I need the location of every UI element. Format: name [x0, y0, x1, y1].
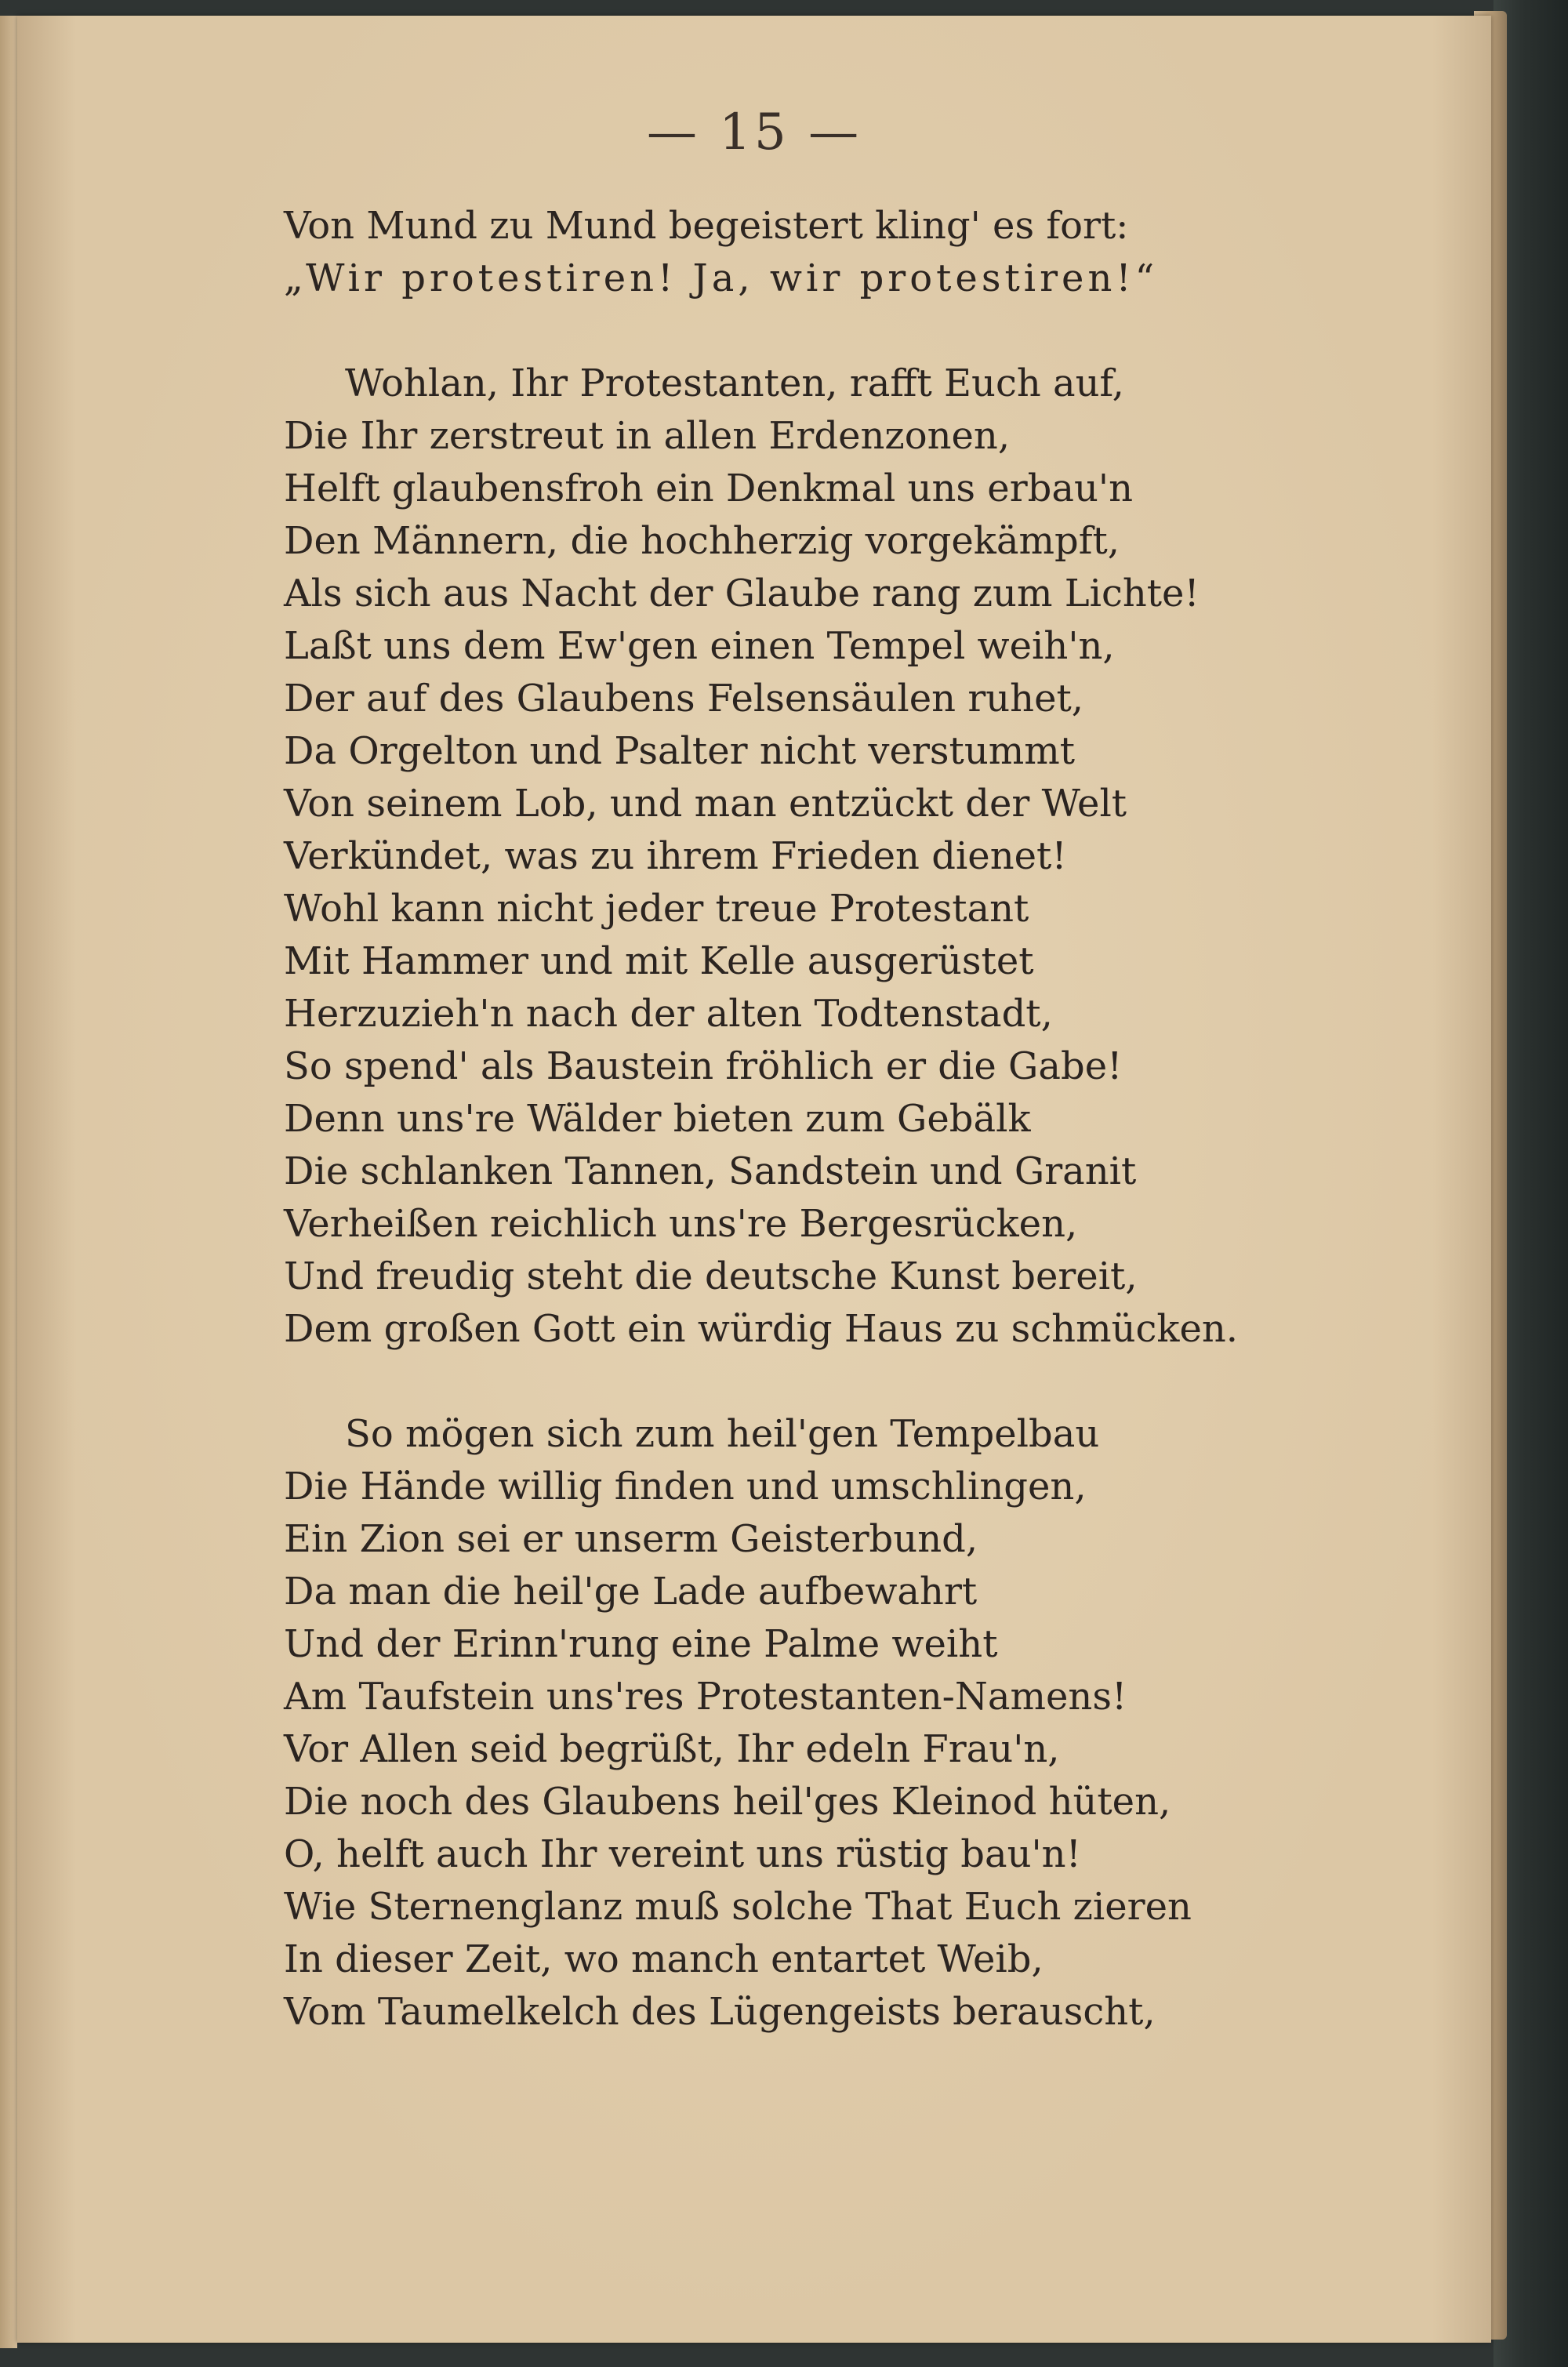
- book-page: [17, 16, 1491, 2343]
- poem-line: Vom Taumelkelch des Lügengeists berauscht,: [284, 1990, 1156, 2034]
- poem-line: Ein Zion sei er unserm Geisterbund,: [284, 1517, 978, 1561]
- poem-line: Die noch des Glaubens heil'ges Kleinod hüten,: [284, 1780, 1171, 1824]
- poem-line: So mögen sich zum heil'gen Tempelbau: [345, 1412, 1100, 1456]
- poem-line: Da man die heil'ge Lade aufbewahrt: [284, 1570, 978, 1614]
- poem-line: Wohl kann nicht jeder treue Protestant: [284, 887, 1029, 931]
- poem-line: Der auf des Glaubens Felsensäulen ruhet,: [284, 677, 1084, 721]
- stanza-gap: [284, 1356, 1460, 1408]
- poem-line: Und der Erinn'rung eine Palme weiht: [284, 1622, 998, 1666]
- poem-line: Mit Hammer und mit Kelle ausgerüstet: [284, 939, 1034, 983]
- poem-text: [284, 200, 1460, 2038]
- poem-line: Als sich aus Nacht der Glaube rang zum Lichte!: [284, 572, 1200, 615]
- poem-line: „Wir protestiren! Ja, wir protestiren!“: [284, 256, 1159, 300]
- poem-line: Die schlanken Tannen, Sandstein und Granit: [284, 1149, 1137, 1193]
- poem-line: O, helft auch Ihr vereint uns rüstig bau'n!: [284, 1832, 1081, 1876]
- poem-line: Da Orgelton und Psalter nicht verstummt: [284, 729, 1076, 773]
- poem-line: Verkündet, was zu ihrem Frieden dienet!: [284, 834, 1067, 878]
- poem-line: Herzuzieh'n nach der alten Todtenstadt,: [284, 992, 1053, 1036]
- poem-line: Die Ihr zerstreut in allen Erdenzonen,: [284, 414, 1011, 458]
- poem-line: In dieser Zeit, wo manch entartet Weib,: [284, 1937, 1044, 1981]
- poem-line: Laßt uns dem Ew'gen einen Tempel weih'n,: [284, 624, 1115, 668]
- poem-line: Die Hände willig finden und umschlingen,: [284, 1465, 1087, 1508]
- poem-line: Denn uns're Wälder bieten zum Gebälk: [284, 1097, 1031, 1141]
- page-number: — 15 —: [646, 103, 862, 162]
- poem-line: Den Männern, die hochherzig vorgekämpft,: [284, 519, 1120, 563]
- poem-line: Wohlan, Ihr Protestanten, rafft Euch auf,: [345, 361, 1124, 405]
- poem-line: Verheißen reichlich uns're Bergesrücken,: [284, 1202, 1078, 1246]
- poem-line: Und freudig steht die deutsche Kunst bereit,: [284, 1254, 1138, 1298]
- previous-page-edge: [0, 16, 17, 2348]
- poem-line: Am Taufstein uns'res Protestanten-Namens!: [284, 1675, 1127, 1719]
- poem-line: Von seinem Lob, und man entzückt der Welt: [284, 782, 1127, 826]
- poem-line: Wie Sternenglanz muß solche That Euch zieren: [284, 1885, 1192, 1929]
- poem-line: So spend' als Baustein fröhlich er die Gabe!: [284, 1044, 1123, 1088]
- stanza-gap: [284, 305, 1460, 358]
- poem-line: Vor Allen seid begrüßt, Ihr edeln Frau'n,: [284, 1727, 1060, 1771]
- poem-line: Von Mund zu Mund begeistert kling' es fort:: [284, 204, 1129, 248]
- poem-line: Dem großen Gott ein würdig Haus zu schmücken.: [284, 1307, 1239, 1351]
- poem-line: Helft glaubensfroh ein Denkmal uns erbau'n: [284, 467, 1133, 510]
